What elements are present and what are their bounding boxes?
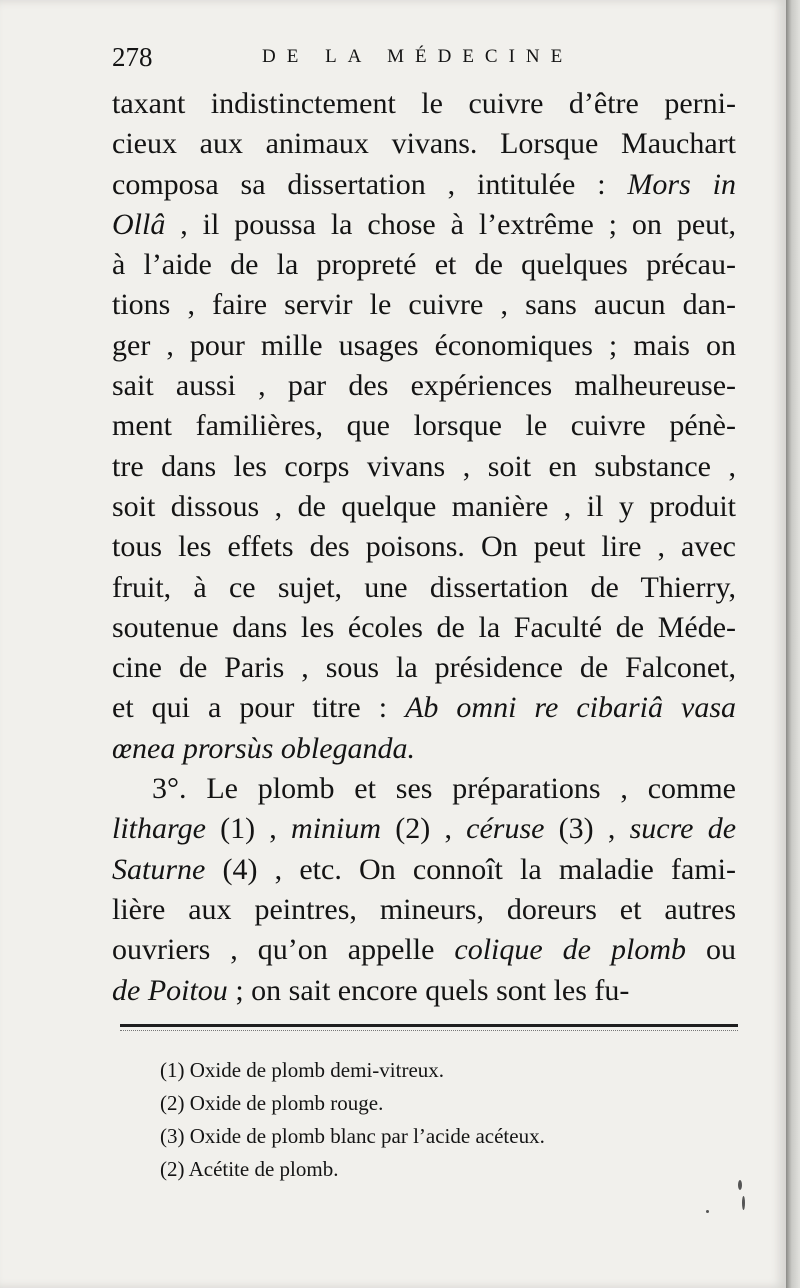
text-run: , il poussa la chose à l’extrême ; on peut, [165,207,736,241]
paper-speck [706,1210,709,1213]
text-line [112,648,736,688]
text-line [112,285,736,325]
text-run: à l’aide de la propreté et de quelques précau- [112,248,736,282]
italic-text: sucre de [629,812,737,846]
italic-text: céruse [466,812,545,846]
text-run: ou [686,933,736,967]
text-run: (1) , [205,812,292,846]
text-run: lière aux peintres, mineurs, doreurs et autres [112,892,736,926]
text-line [112,487,736,527]
footnote: (2) Oxide de plomb rouge. [160,1091,384,1115]
italic-text: Saturne [112,852,206,886]
text-run: ouvriers , qu’on appelle [112,933,455,967]
text-line [112,84,736,124]
text-line [112,890,736,930]
text-run: ment familières, que lorsque le cuivre pénè- [112,409,736,443]
text-line [112,527,736,567]
text-run: (4) , etc. On connoît la maladie fami- [205,852,736,886]
text-run: soutenue dans les écoles de la Faculté de Méde- [112,610,736,644]
text-run: tions , faire servir le cuivre , sans aucun dan- [112,288,736,322]
body-text [112,84,736,1011]
italic-text: minium [291,812,382,846]
text-run: taxant indistinctement le cuivre d’être perni- [112,87,736,120]
footnote-rule [120,1024,738,1027]
text-line [112,850,736,890]
text-run: ger , pour mille usages économiques ; mais on [112,328,736,362]
italic-text: litharge [112,812,206,846]
text-line [112,165,736,205]
paper-speck [738,1180,742,1190]
text-line [112,366,736,406]
footnote: (1) Oxide de plomb demi-vitreux. [160,1058,445,1082]
text-run: tous les effets des poisons. On peut lire , avec [112,530,736,564]
text-run: (2) , [381,812,467,846]
italic-text: colique de plomb [454,933,686,967]
text-run: cieux aux animaux vivans. Lorsque Mauchart [112,127,736,161]
text-line [112,930,736,970]
text-run: (3) , [544,812,630,846]
italic-text: de Poitou [112,973,228,1007]
text-run: soit dissous , de quelque manière , il y produit [112,489,736,523]
text-run: sait aussi , par des expériences malheureuse- [112,369,736,403]
text-line [112,688,736,728]
text-run: cine de Paris , sous la présidence de Falconet, [112,651,736,685]
text-line [112,326,736,366]
footnote-rule-shadow [120,1030,738,1031]
italic-text: Ab omni re cibariâ vasa [405,691,736,725]
text-run: fruit, à ce sujet, une dissertation de Thierry, [112,570,736,604]
text-line [112,971,736,1011]
text-line [112,447,736,487]
italic-text: œnea prorsùs obleganda. [112,731,416,765]
footnotes [160,1054,680,1186]
text-line [112,205,736,245]
text-line [112,608,736,648]
page-number: 278 [112,42,153,72]
text-run: 3°. Le plomb et ses préparations , comme [152,772,736,806]
text-run: ; on sait encore quels sont les fu- [227,973,630,1007]
text-line [112,245,736,285]
text-line [112,406,736,446]
text-line [112,729,736,769]
text-line [112,124,736,164]
footnote: (2) Acétite de plomb. [160,1157,339,1181]
footnote: (3) Oxide de plomb blanc par l’acide acéteux. [160,1124,545,1148]
page-header [112,40,732,76]
page-edge-shadow [786,0,800,1288]
text-line [112,809,736,849]
text-run: et qui a pour titre : [112,691,406,725]
running-title: DE LA MÉDECINE [262,46,574,67]
italic-text: Mors in [627,167,736,201]
text-line [112,568,736,608]
text-run: composa sa dissertation , intitulée : [112,167,628,201]
paper-speck [742,1196,745,1210]
text-line [112,769,736,809]
italic-text: Ollâ [112,207,166,241]
text-run: tre dans les corps vivans , soit en substance , [112,449,736,483]
